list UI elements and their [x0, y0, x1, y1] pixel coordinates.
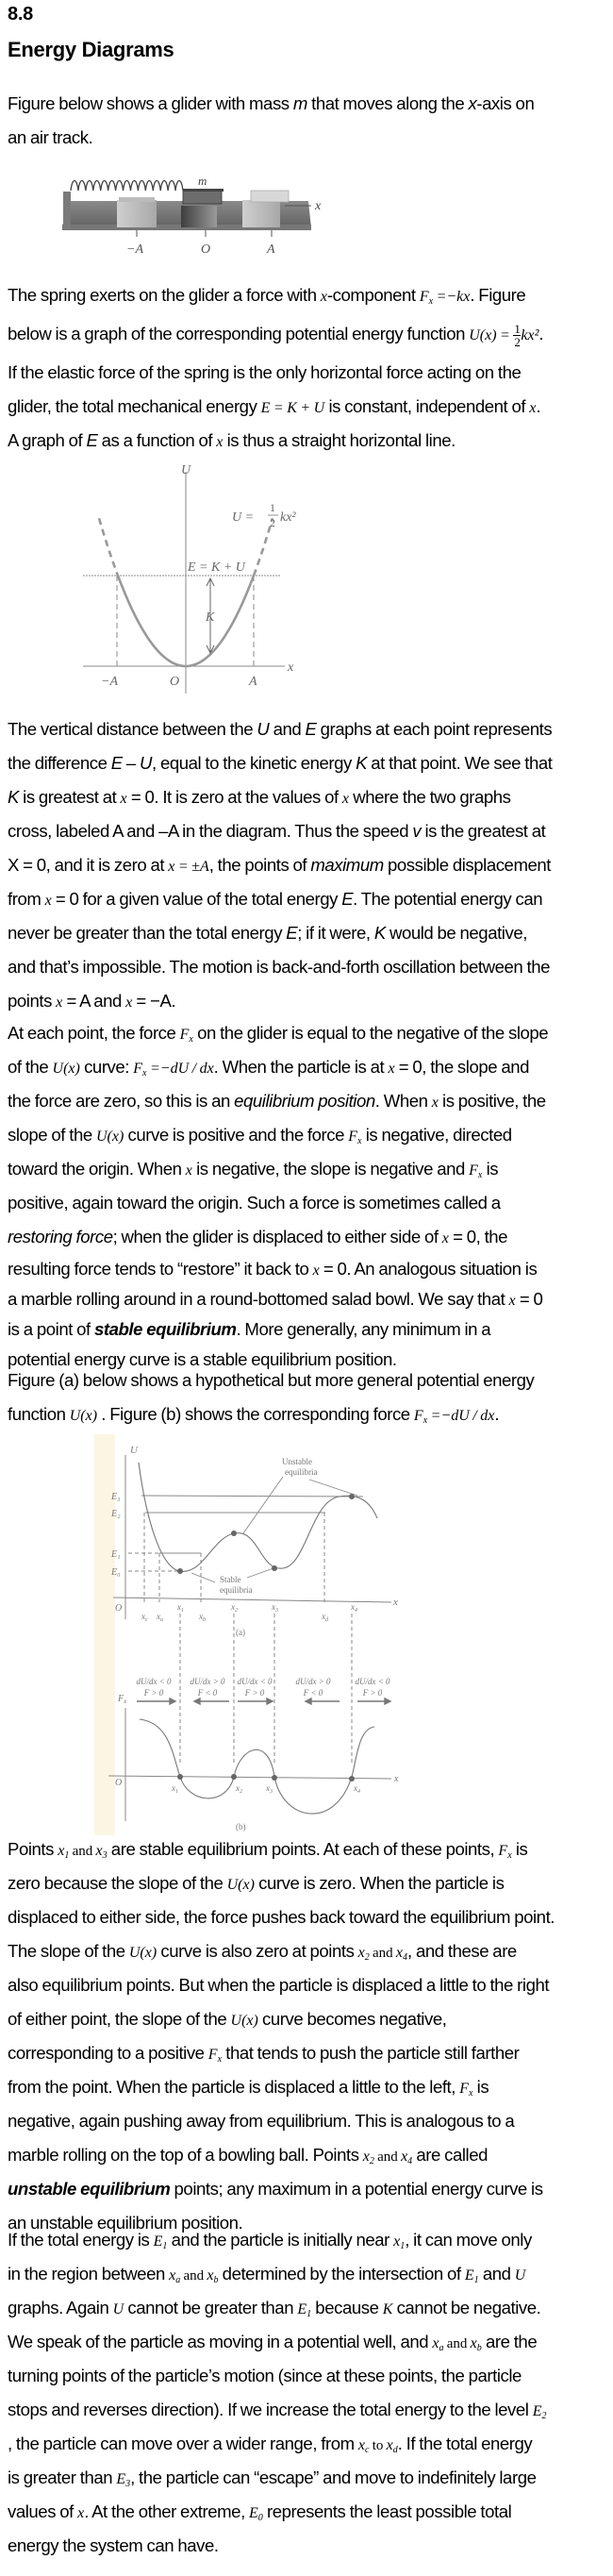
- tick-label-xd: $x_d$: [322, 1612, 328, 1623]
- equilibrium-point-x4: [349, 1494, 355, 1499]
- stable-label-2: equilibria: [220, 1585, 253, 1595]
- glider-ghost-left: [119, 197, 155, 202]
- region-5-force: F > 0: [362, 1688, 383, 1698]
- text-line: potential energy curve is a stable equilibrium position.: [8, 1349, 397, 1369]
- text-line: Points x1 and x3 are stable equilibrium points. At each of these points, $F_x$ is: [8, 1839, 528, 1861]
- tick-label-xa: $x_a$: [157, 1612, 163, 1623]
- a-u-axis-label: U: [130, 1445, 138, 1456]
- text-line: The spring exerts on the glider a force with x-component $F_x =-kx$. Figure: [8, 285, 526, 307]
- text-line: from x = 0 for a given value of the total energy E. The potential energy can: [8, 889, 543, 909]
- curve-label-den: 2: [270, 516, 275, 529]
- text-line: restoring force; when the glider is displaced to either side of x = 0, the: [8, 1227, 508, 1246]
- stable-pointer-2: [247, 1568, 273, 1578]
- text-line: graphs. Again U cannot be greater than E1 because K cannot be negative.: [8, 2298, 541, 2319]
- text-line: cross, labeled A and –A in the diagram. Thus the speed v is the greatest at: [8, 821, 546, 841]
- text-line: an unstable equilibrium position.: [8, 2213, 243, 2233]
- b-tick-x2: $x_2$: [236, 1783, 242, 1795]
- equilibrium-point-x3: [272, 1565, 277, 1571]
- text-line: values of x. At the other extreme, E0 represents the least possible total: [8, 2501, 512, 2523]
- text-line: , the particle can move over a wider range, from $x_c$ to $x_d$. If the total energy: [8, 2434, 533, 2455]
- unstable-label-2: equilibria: [285, 1467, 318, 1477]
- text-line: unstable equilibrium points; any maximum in a potential energy curve is: [8, 2179, 543, 2199]
- equilibrium-point-x1: [177, 1568, 183, 1574]
- tick-label-minus-a: −A: [126, 243, 143, 257]
- e3-line: [141, 1496, 363, 1497]
- general-potential-and-force-figure: [94, 1434, 399, 1835]
- text-line: At each point, the force $F_x$ on the glider is equal to the negative of the slope: [8, 1023, 549, 1045]
- x-axis-label: x: [315, 199, 322, 213]
- unstable-pointer-2: [309, 1480, 357, 1496]
- text-line: zero because the slope of the U(x) curve is zero. When the particle is: [8, 1873, 505, 1893]
- energy-label: E = K + U: [188, 560, 245, 575]
- tick-label-x3: $x_3$: [272, 1602, 278, 1614]
- b-tick-x1: $x_1$: [172, 1783, 178, 1795]
- text-line: Figure (a) below shows a hypothetical but more general potential energy: [8, 1370, 535, 1390]
- tick-label-origin: O: [201, 243, 211, 257]
- tick-label-xb: $x_b$: [199, 1612, 206, 1623]
- mass-label: m: [198, 174, 207, 188]
- text-line: the force are zero, so this is an equilibrium position. When x is positive, the: [8, 1091, 546, 1111]
- section-title: Energy Diagrams: [8, 38, 174, 61]
- region-1-slope: dU/dx < 0: [136, 1677, 172, 1686]
- e3-label: E₃: [111, 1492, 121, 1502]
- region-3-slope: dU/dx < 0: [237, 1677, 273, 1686]
- text-line: in the region between $x_a$ and $x_b$ determined by the intersection of E1 and U: [8, 2264, 526, 2285]
- text-line: toward the origin. When x is negative, the slope is negative and $F_x$ is: [8, 1159, 499, 1180]
- text-line: energy the system can have.: [8, 2535, 219, 2555]
- caption-a: (a): [236, 1628, 245, 1637]
- region-1-force: F > 0: [143, 1688, 164, 1698]
- tick-label-x4: $x_4$: [351, 1602, 357, 1614]
- equilibrium-point-x2: [231, 1531, 237, 1536]
- text-line: points x = A and x = −A.: [8, 991, 176, 1011]
- stable-pointer-1: [191, 1573, 215, 1582]
- text-line: glider, the total mechanical energy E = K + U is constant, independent of x.: [8, 396, 541, 416]
- text-line: stops and reverses direction). If we increase the total energy to the level E2: [8, 2400, 547, 2421]
- text-line: negative, again pushing away from equilibrium. This is analogous to a: [8, 2111, 515, 2131]
- text-line: displaced to either side, the force pushes back toward the equilibrium point.: [8, 1907, 555, 1927]
- force-curve: [140, 1719, 374, 1814]
- tick-label-x1: $x_1$: [177, 1602, 184, 1614]
- text-line: The slope of the U(x) curve is also zero at points x2 and x4, and these are: [8, 1941, 517, 1963]
- paragraph-potential-well: [8, 2223, 611, 2563]
- text-line: a marble rolling around in a round-bottomed salad bowl. We say that x = 0: [8, 1289, 543, 1309]
- text-line: below is a graph of the corresponding potential energy function U(x) = $\frac{1}{2}$ kx².: [8, 321, 544, 349]
- text-line: never be greater than the total energy E; if it were, K would be negative,: [8, 923, 527, 943]
- paragraph-intro: [8, 87, 611, 155]
- unstable-pointer-1: [243, 1477, 283, 1533]
- spring: [71, 181, 183, 192]
- text-line: K is greatest at x = 0. It is zero at the values of x where the two graphs: [8, 787, 511, 807]
- glider-ghost-right: [251, 191, 289, 202]
- e2-label: E₂: [111, 1509, 121, 1519]
- tick-label-minus-a: −A: [101, 675, 118, 689]
- tick-label-xc: $x_c$: [141, 1612, 148, 1623]
- caption-b: (b): [236, 1822, 246, 1832]
- region-2-force: F < 0: [197, 1688, 218, 1698]
- text-line: and that’s impossible. The motion is back-and-forth oscillation between the: [8, 957, 550, 977]
- b-tick-x4: $x_4$: [354, 1783, 360, 1795]
- text-line: corresponding to a positive $F_x$ that tends to push the particle still farther: [8, 2043, 520, 2065]
- spring-potential-energy-graph: [75, 462, 302, 696]
- text-line: If the elastic force of the spring is the only horizontal force acting on the: [8, 362, 522, 382]
- u-axis-label: U: [181, 463, 191, 477]
- text-line: The vertical distance between the U and E graphs at each point represents: [8, 719, 553, 739]
- paragraph-vertical-distance: [8, 712, 611, 1018]
- region-2-slope: dU/dx > 0: [190, 1677, 225, 1686]
- b-f-axis-label: $F_x$: [118, 1694, 127, 1705]
- tick-label-x2: $x_2$: [231, 1602, 238, 1614]
- text-line: of the U(x) curve: $F_x =-dU$ / dx. When the particle is at x = 0, the slope and: [8, 1057, 530, 1079]
- text-line: slope of the U(x) curve is positive and the force $F_x$ is negative, directed: [8, 1125, 512, 1146]
- text-line: Figure below shows a glider with mass m that moves along the x-axis on: [8, 93, 535, 113]
- a-origin-label: O: [115, 1603, 123, 1614]
- stable-label-1: Stable: [220, 1575, 241, 1584]
- text-line: X = 0, and it is zero at x = ±A, the points of maximum possible displacement: [8, 855, 551, 875]
- region-3-force: F > 0: [244, 1688, 265, 1698]
- text-line: We speak of the particle as moving in a potential well, and $x_a$ and $x_b$ are the: [8, 2332, 538, 2353]
- text-line: positive, again toward the origin. Such a force is sometimes called a: [8, 1193, 501, 1213]
- e1-label: E₁: [111, 1549, 121, 1560]
- potential-curve-dashed-left: [99, 518, 118, 576]
- text-line: the difference E – U, equal to the kinetic energy K at that point. We see that: [8, 753, 553, 773]
- text-line: A graph of E as a function of x is thus a straight horizontal line.: [8, 430, 456, 450]
- tick-label-a: A: [249, 675, 257, 689]
- tick-label-a: A: [267, 243, 275, 257]
- text-line: an air track.: [8, 127, 93, 147]
- text-line: turning points of the particle’s motion (since at these points, the particle: [8, 2366, 522, 2385]
- text-line: also equilibrium points. But when the particle is displaced a little to the right: [8, 1975, 550, 1995]
- region-5-slope: dU/dx < 0: [355, 1677, 390, 1686]
- unstable-label-1: Unstable: [282, 1457, 312, 1466]
- text-line: is greater than E3, the particle can “escape” and move to indefinitely large: [8, 2467, 537, 2489]
- text-line: marble rolling on the top of a bowling ball. Points x2 and x4 are called: [8, 2145, 489, 2166]
- paragraph-force-slope: [8, 1016, 611, 1375]
- section-number: 8.8: [8, 4, 33, 25]
- text-line: is a point of stable equilibrium. More generally, any minimum in a: [8, 1319, 491, 1339]
- curve-label-num: 1: [270, 501, 275, 514]
- kinetic-label: K: [206, 611, 215, 625]
- text-line: If the total energy is E1 and the particle is initially near x1, it can move only: [8, 2230, 532, 2251]
- text-line: from the point. When the particle is displaced a little to the left, $F_x$ is: [8, 2077, 489, 2099]
- e0-label: E₀: [111, 1567, 121, 1578]
- tick-label-origin: O: [170, 675, 180, 689]
- text-line: resulting force tends to “restore” it back to x = 0. An analogous situation is: [8, 1259, 538, 1279]
- curve-label: U =: [232, 510, 255, 525]
- x-axis-label: x: [288, 661, 294, 675]
- a-x-axis: [113, 1597, 391, 1602]
- paragraph-spring-force: [8, 278, 611, 458]
- text-line: of either point, the slope of the U(x) curve becomes negative,: [8, 2009, 447, 2029]
- curve-label-rhs: kx²: [280, 510, 296, 525]
- glider-air-track-figure: [58, 170, 323, 264]
- paragraph-stable-unstable-points: [8, 1832, 611, 2240]
- b-tick-x3: $x_3$: [266, 1783, 273, 1795]
- a-x-axis-label: x: [393, 1597, 398, 1608]
- b-x-axis: [108, 1776, 391, 1779]
- fraction-one-half: $\frac{1}{2}$: [514, 321, 521, 349]
- b-origin-label: O: [115, 1778, 123, 1788]
- paragraph-general-figure-intro: [8, 1363, 611, 1431]
- b-x-axis-label: x: [394, 1774, 399, 1784]
- text-line: function U(x) . Figure (b) shows the corresponding force $F_x =-dU$ / dx.: [8, 1404, 500, 1426]
- region-4-slope: dU/dx > 0: [295, 1677, 331, 1686]
- region-4-force: F < 0: [303, 1688, 323, 1698]
- u-curve: [139, 1463, 377, 1571]
- glider-block: [183, 191, 222, 204]
